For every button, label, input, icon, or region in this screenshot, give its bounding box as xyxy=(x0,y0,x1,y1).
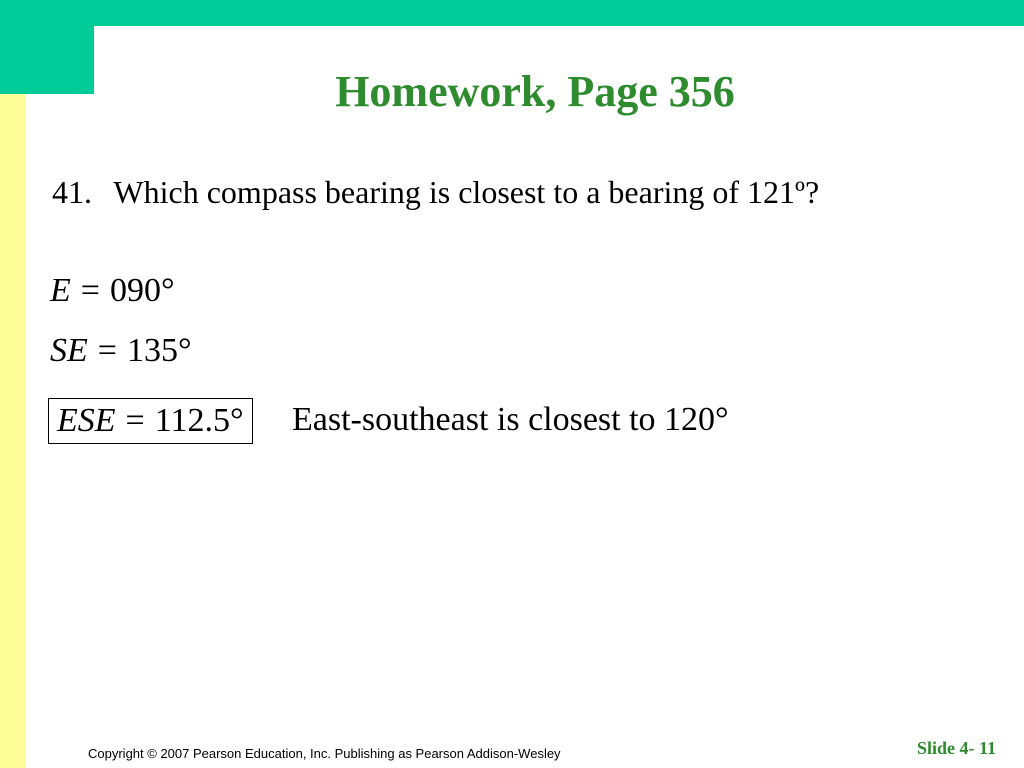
equation-lhs: ESE xyxy=(57,402,116,439)
equation-operator: = xyxy=(97,332,117,369)
equation-rhs: 090° xyxy=(109,272,175,309)
equation-lhs: E xyxy=(50,272,71,309)
answer-text: East-southeast is closest to 120° xyxy=(292,401,729,438)
equation-operator: = xyxy=(80,272,100,309)
equation-rhs: 135° xyxy=(126,332,192,369)
equation-east xyxy=(50,272,175,310)
equation-lhs: SE xyxy=(50,332,88,369)
question-number: 41. xyxy=(52,174,92,210)
footer-copyright: Copyright © 2007 Pearson Education, Inc. Publishing as Pearson Addison-Wesley xyxy=(88,746,561,761)
equation-operator: = xyxy=(125,402,145,439)
boxed-answer-equation xyxy=(48,398,253,444)
slide-title: Homework, Page 356 xyxy=(335,67,735,116)
slide-number: Slide 4- 11 xyxy=(916,738,996,758)
equation-rhs: 112.5° xyxy=(154,402,244,439)
question-text: Which compass bearing is closest to a bearing of 121º? xyxy=(113,174,820,210)
top-accent-band xyxy=(0,0,1024,26)
equation-southeast xyxy=(50,332,192,370)
question-block xyxy=(52,170,952,214)
